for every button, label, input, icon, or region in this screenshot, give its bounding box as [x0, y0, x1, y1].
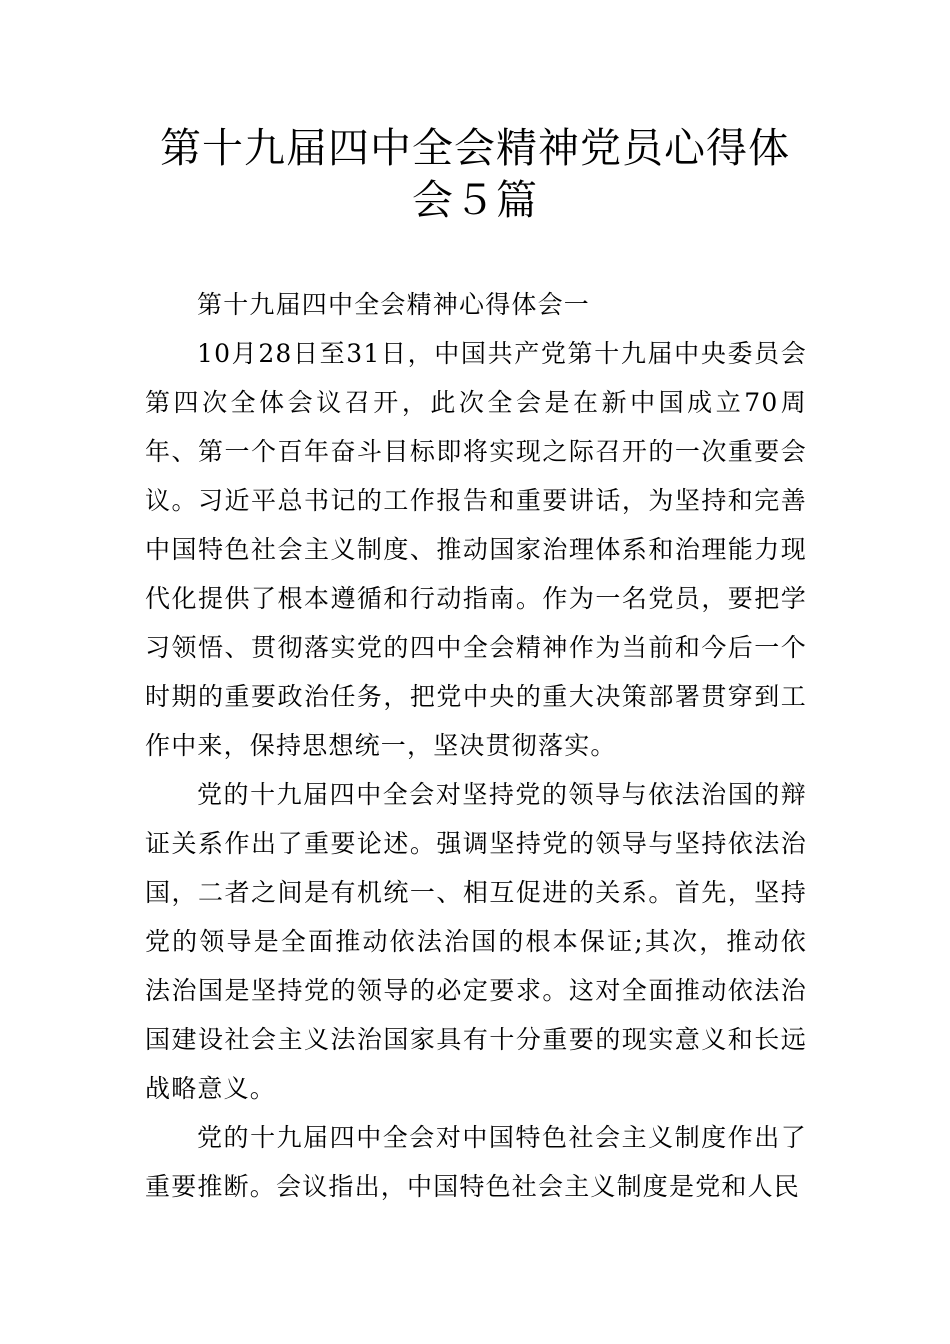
- document-title: 第十九届四中全会精神党员心得体会５篇: [160, 124, 790, 224]
- paragraph: 党的十九届四中全会对中国特色社会主义制度作出了重要推断。会议指出，中国特色社会主义制度是党和人民: [145, 1123, 807, 1201]
- section-heading: 第十九届四中全会精神心得体会一: [197, 290, 591, 319]
- paragraph: 党的十九届四中全会对坚持党的领导与依法治国的辩证关系作出了重要论述。强调坚持党的领导与坚持依法治国，二者之间是有机统一、相互促进的关系。首先，坚持党的领导是全面推动依法治国的根本保证;其次，推动依法治国是坚持党的领导的必定要求。这对全面推动依法治国建设社会主义法治国家具有十分重要的现实意义和长远战略意义。: [145, 780, 807, 1103]
- paragraph: 10月28日至31日，中国共产党第十九届中央委员会第四次全体会议召开，此次全会是在新中国成立70周年、第一个百年奋斗目标即将实现之际召开的一次重要会议。习近平总书记的工作报告和重要讲话，为坚持和完善中国特色社会主义制度、推动国家治理体系和治理能力现代化提供了根本遵循和行动指南。作为一名党员，要把学习领悟、贯彻落实党的四中全会精神作为当前和今后一个时期的重要政治任务，把党中央的重大决策部署贯穿到工作中来，保持思想统一，坚决贯彻落实。: [145, 339, 807, 760]
- document-body: [145, 280, 807, 1211]
